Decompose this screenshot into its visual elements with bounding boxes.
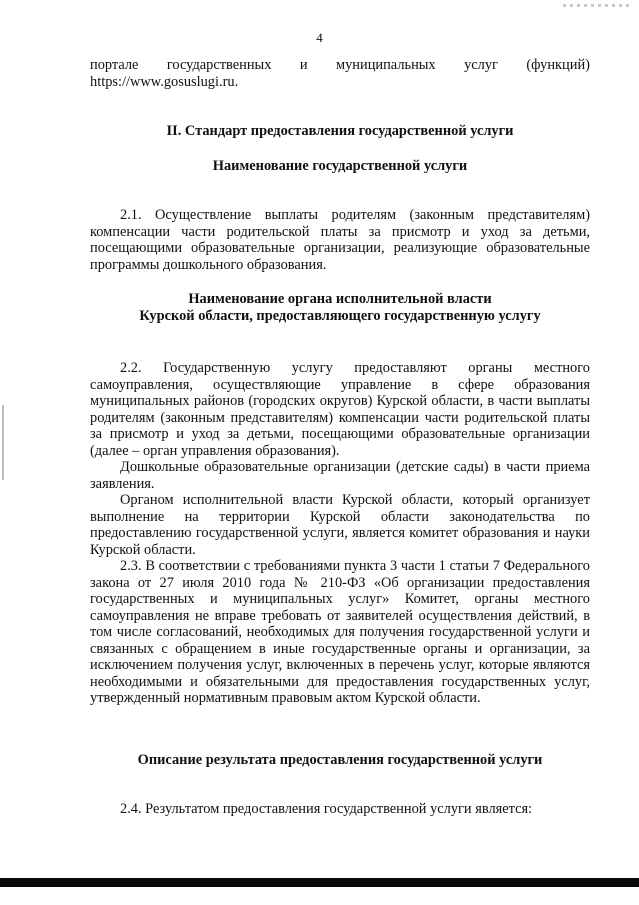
- paragraph-2-1: [90, 207, 590, 273]
- scan-border: [0, 878, 639, 887]
- intro-word: (функций): [526, 57, 590, 73]
- scan-artifact: [2, 405, 4, 480]
- intro-line: [90, 57, 590, 74]
- intro-word: и: [299, 57, 308, 73]
- paragraph-text: 2.2. Государственную услугу предоставляют органы местного самоуправления, осуществляющие управление в сфере образования муниципальных районов (городских округов) Курской области, в части выплаты родителям (законным представителям) компенсации части родительской платы за присмотр и уход за детьми, посещающими образовательные организации (далее – орган управления образования).: [90, 360, 590, 459]
- page-number: 4: [316, 30, 323, 45]
- paragraph-text: 2.3. В соответствии с требованиями пункта 3 части 1 статьи 7 Федерального закона от 27 июля 2010 года № 210-ФЗ «Об организации предоставления государственных и муниципальных услуг» Комитет, органы местного самоуправления не вправе требовать от заявителей осуществления действий, в том числе согласований, необходимых для получения государственной услуги и связанных с обращением в иные государственные органы и организации, за исключением получения услуг, включенных в перечень услуг, которые являются необходимыми и обязательными для предоставления государственных услуг, утвержденный нормативным правовым актом Курской области.: [90, 558, 590, 706]
- paragraph-2-2: [90, 360, 590, 707]
- heading-result: Описание результата предоставления государственной услуги: [137, 752, 543, 768]
- section-title: II. Стандарт предоставления государственной услуги: [166, 123, 514, 139]
- intro-word: порталe: [90, 57, 139, 73]
- intro-word: услуг: [464, 57, 498, 73]
- paragraph-text: 2.1. Осуществление выплаты родителям (законным представителям) компенсации части родительской платы за присмотр и уход за детьми, посещающими образовательные организации, реализующие образовательные программы дошкольного образования.: [90, 207, 590, 273]
- paragraph-text: Дошкольные образовательные организации (детские сады) в части приема заявления.: [90, 459, 590, 492]
- intro-link: https://www.gosuslugi.ru.: [90, 73, 239, 90]
- intro-paragraph: [90, 57, 590, 90]
- heading-service-name: Наименование государственной услуги: [212, 158, 468, 174]
- intro-word: государственных: [166, 57, 272, 73]
- heading-body-name: [90, 291, 590, 325]
- paragraph-text: Органом исполнительной власти Курской области, который организует выполнение на территории Курской области законодательства по предоставлению государственной услуги, является комитет образования и науки Курской области.: [90, 492, 590, 558]
- scan-artifact: [563, 4, 633, 7]
- paragraph-2-4: [90, 801, 590, 818]
- heading-line: Наименование органа исполнительной власти: [188, 291, 492, 307]
- intro-word: муниципальных: [336, 57, 436, 73]
- heading-line: Курской области, предоставляющего государственную услугу: [139, 308, 541, 324]
- paragraph-text: 2.4. Результатом предоставления государственной услуги является:: [120, 801, 533, 817]
